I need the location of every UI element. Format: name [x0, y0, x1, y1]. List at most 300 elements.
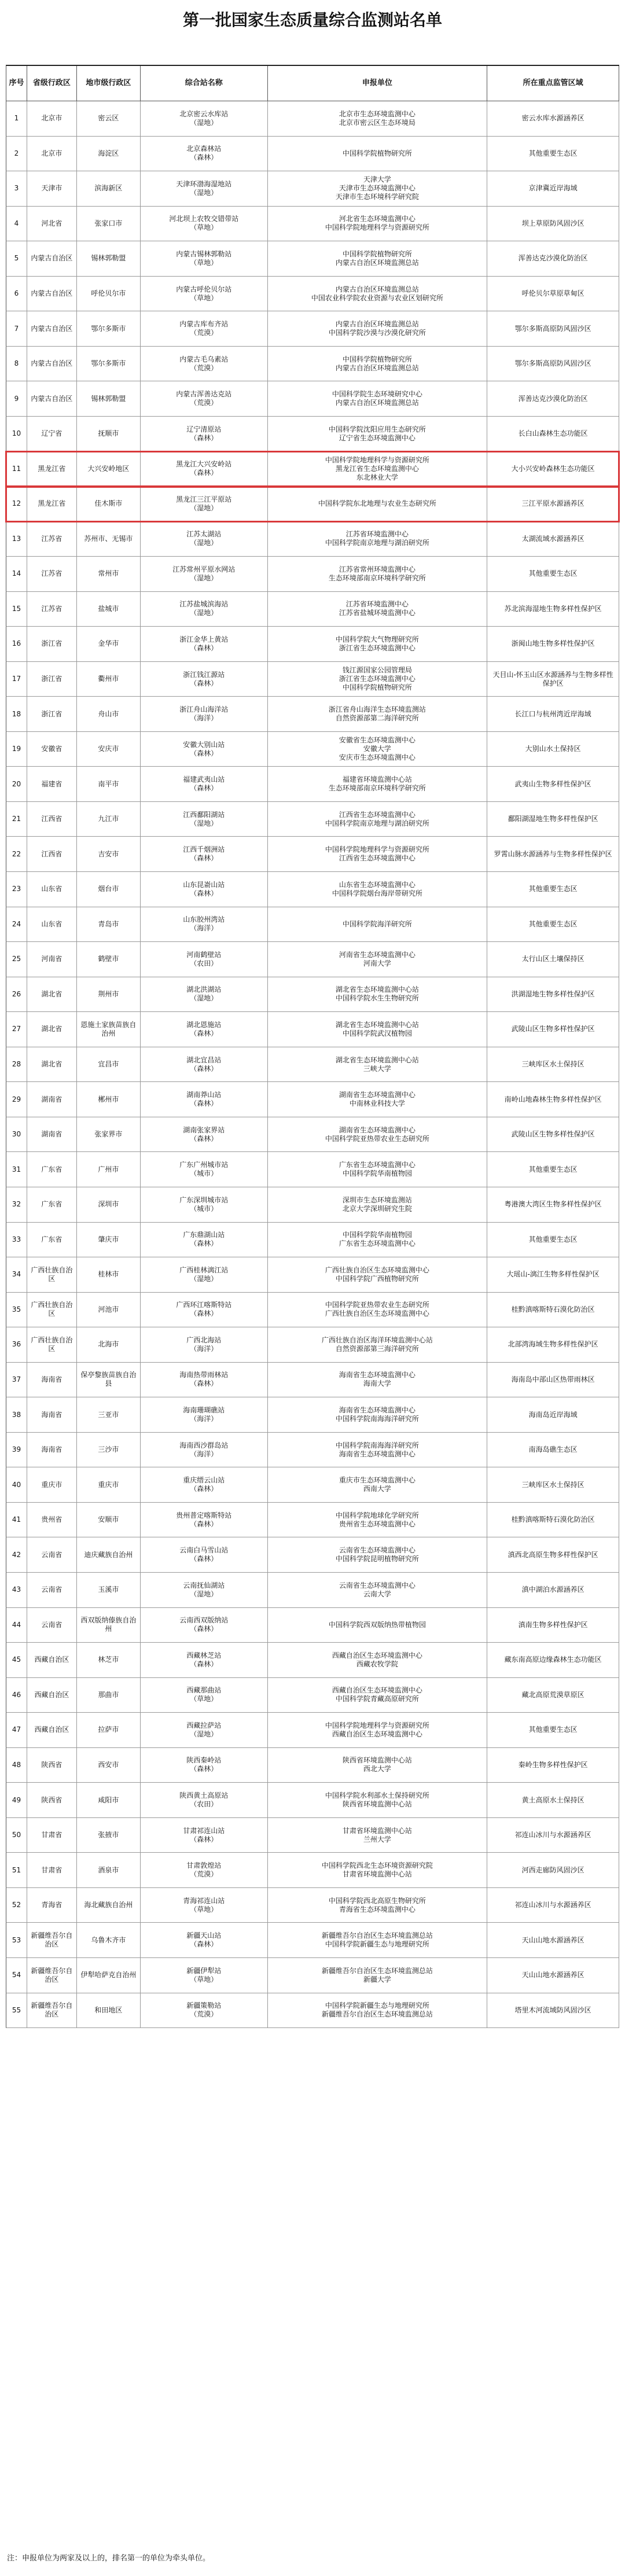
row-station: 海南珊瑚礁站 （海洋） [141, 1397, 268, 1432]
row-number: 34 [6, 1257, 27, 1292]
row-province: 福建省 [27, 767, 77, 801]
row-number: 2 [6, 137, 27, 171]
row-number: 54 [6, 1958, 27, 1993]
row-province: 广西壮族自治区 [27, 1327, 77, 1362]
row-region: 浑善达克沙漠化防治区 [487, 241, 619, 276]
row-number: 41 [6, 1503, 27, 1537]
row-applicant: 福建省环境监测中心站 生态环境部南京环境科学研究所 [268, 767, 488, 801]
row-number: 24 [6, 907, 27, 942]
row-city: 海北藏族自治州 [77, 1888, 141, 1923]
row-region: 藏东南高原边缘森林生态功能区 [487, 1643, 619, 1677]
table-row [6, 872, 619, 907]
row-station: 陕西黄土高原站 （农田） [141, 1783, 268, 1817]
row-applicant: 中国科学院西北生态环境资源研究院 甘肃省环境监测中心站 [268, 1853, 488, 1887]
row-applicant: 江西省生态环境监测中心 中国科学院南京地理与湖泊研究所 [268, 802, 488, 837]
table-row [6, 451, 619, 487]
row-station: 甘肃敦煌站 （荒漠） [141, 1853, 268, 1887]
row-region: 长江口与杭州湾近岸海域 [487, 697, 619, 731]
row-applicant: 湖北省生态环境监测中心站 中国科学院武汉植物园 [268, 1012, 488, 1047]
row-province: 山东省 [27, 907, 77, 942]
row-region: 其他重要生态区 [487, 1713, 619, 1747]
table-row [6, 1503, 619, 1538]
row-number: 29 [6, 1082, 27, 1117]
row-region: 密云水库水源涵养区 [487, 101, 619, 136]
row-city: 九江市 [77, 802, 141, 837]
row-city: 桂林市 [77, 1257, 141, 1292]
row-applicant: 甘肃省环境监测中心站 兰州大学 [268, 1818, 488, 1853]
row-city: 恩施土家族苗族自治州 [77, 1012, 141, 1047]
table-row [6, 171, 619, 207]
row-station: 内蒙古锡林郭勒站 （草地） [141, 241, 268, 276]
row-number: 45 [6, 1643, 27, 1677]
row-applicant: 中国科学院地理科学与资源研究所 西藏自治区生态环境监测中心 [268, 1713, 488, 1747]
row-number: 7 [6, 311, 27, 346]
row-applicant: 湖南省生态环境监测中心 中国科学院亚热带农业生态研究所 [268, 1117, 488, 1152]
row-station: 重庆缙云山站 （森林） [141, 1467, 268, 1502]
row-region: 三江平原水源涵养区 [487, 487, 619, 521]
row-province: 内蒙古自治区 [27, 241, 77, 276]
row-region: 其他重要生态区 [487, 1152, 619, 1187]
row-province: 甘肃省 [27, 1818, 77, 1853]
row-station: 江苏常州平原水网站 （湿地） [141, 557, 268, 591]
row-province: 山东省 [27, 872, 77, 907]
row-number: 42 [6, 1537, 27, 1572]
row-station: 黑龙江大兴安岭站 （森林） [141, 451, 268, 486]
row-region: 其他重要生态区 [487, 557, 619, 591]
row-station: 辽宁清原站 （森林） [141, 417, 268, 451]
row-city: 常州市 [77, 557, 141, 591]
table-row [6, 1363, 619, 1398]
table-row [6, 1117, 619, 1153]
row-region: 鄂尔多斯高原防风固沙区 [487, 347, 619, 381]
row-city: 呼伦贝尔市 [77, 277, 141, 311]
table-row [6, 101, 619, 137]
row-region: 呼伦贝尔草原草甸区 [487, 277, 619, 311]
row-region: 北部湾海域生物多样性保护区 [487, 1327, 619, 1362]
row-station: 西藏林芝站 （森林） [141, 1643, 268, 1677]
row-province: 广东省 [27, 1187, 77, 1222]
row-region: 苏北滨海湿地生物多样性保护区 [487, 592, 619, 627]
row-applicant: 新疆维吾尔自治区生态环境监测总站 新疆大学 [268, 1958, 488, 1993]
row-province: 内蒙古自治区 [27, 381, 77, 416]
row-city: 烟台市 [77, 872, 141, 907]
row-station: 河北坝上农牧交错带站 （草地） [141, 207, 268, 241]
row-province: 湖北省 [27, 1012, 77, 1047]
row-region: 祁连山冰川与水源涵养区 [487, 1818, 619, 1853]
row-province: 江苏省 [27, 557, 77, 591]
row-city: 青岛市 [77, 907, 141, 942]
row-city: 伊犁哈萨克自治州 [77, 1958, 141, 1993]
row-station: 新疆天山站 （森林） [141, 1923, 268, 1957]
row-number: 52 [6, 1888, 27, 1923]
row-applicant: 新疆维吾尔自治区生态环境监测总站 中国科学院新疆生态与地理研究所 [268, 1923, 488, 1957]
table-row [6, 1047, 619, 1083]
row-region: 其他重要生态区 [487, 137, 619, 171]
row-city: 鄂尔多斯市 [77, 311, 141, 346]
table-row [6, 1187, 619, 1223]
row-number: 1 [6, 101, 27, 136]
row-number: 20 [6, 767, 27, 801]
table-row [6, 311, 619, 347]
table-row [6, 381, 619, 417]
row-station: 浙江金华上黄站 （森林） [141, 627, 268, 661]
row-station: 陕西秦岭站 （森林） [141, 1748, 268, 1783]
row-region: 藏北高原荒漠草原区 [487, 1678, 619, 1713]
row-applicant: 浙江省舟山海洋生态环境监测站 自然资源部第二海洋研究所 [268, 697, 488, 731]
row-province: 海南省 [27, 1363, 77, 1397]
table-row [6, 1853, 619, 1888]
table-row [6, 1608, 619, 1643]
row-number: 19 [6, 732, 27, 767]
row-applicant: 中国科学院亚热带农业生态研究所 广西壮族自治区生态环境监测中心 [268, 1293, 488, 1327]
table-row [6, 1467, 619, 1503]
row-region: 滇中湖泊水源涵养区 [487, 1573, 619, 1607]
row-province: 浙江省 [27, 662, 77, 697]
table-row [6, 1678, 619, 1713]
row-city: 舟山市 [77, 697, 141, 731]
row-city: 抚顺市 [77, 417, 141, 451]
header-region: 所在重点监管区域 [487, 66, 619, 101]
table-row [6, 1748, 619, 1783]
row-city: 苏州市、无锡市 [77, 522, 141, 557]
row-province: 河南省 [27, 942, 77, 977]
header-station: 综合站名称 [141, 66, 268, 101]
row-province: 广西壮族自治区 [27, 1293, 77, 1327]
row-number: 11 [6, 451, 27, 486]
row-station: 江苏盐城滨海站 （湿地） [141, 592, 268, 627]
row-city: 保亭黎族苗族自治县 [77, 1363, 141, 1397]
row-applicant: 内蒙古自治区环境监测总站 中国农业科学院农业资源与农业区划研究所 [268, 277, 488, 311]
row-station: 西藏拉萨站 （湿地） [141, 1713, 268, 1747]
row-station: 广东深圳城市站 （城市） [141, 1187, 268, 1222]
footnote: 注：申报单位为两家及以上的，排名第一的单位为牵头单位。 [7, 2554, 211, 2563]
row-number: 15 [6, 592, 27, 627]
row-region: 其他重要生态区 [487, 1223, 619, 1257]
row-applicant: 海南省生态环境监测中心 中国科学院南海海洋研究所 [268, 1397, 488, 1432]
row-applicant: 中国科学院地球化学研究所 贵州省生态环境监测中心 [268, 1503, 488, 1537]
row-station: 山东胶州湾站 （海洋） [141, 907, 268, 942]
row-applicant: 中国科学院西双版纳热带植物园 [268, 1608, 488, 1643]
table-row [6, 1397, 619, 1433]
table-row [6, 207, 619, 242]
row-region: 三峡库区水土保持区 [487, 1467, 619, 1502]
row-applicant: 西藏自治区生态环境监测中心 西藏农牧学院 [268, 1643, 488, 1677]
row-city: 河池市 [77, 1293, 141, 1327]
row-station: 湖北恩施站 （森林） [141, 1012, 268, 1047]
row-region: 滇西北高原生物多样性保护区 [487, 1537, 619, 1572]
row-number: 21 [6, 802, 27, 837]
row-province: 湖南省 [27, 1117, 77, 1152]
table-row [6, 1082, 619, 1117]
row-region: 南岭山地森林生物多样性保护区 [487, 1082, 619, 1117]
row-city: 锡林郭勒盟 [77, 241, 141, 276]
row-city: 大兴安岭地区 [77, 451, 141, 486]
row-region: 桂黔滇喀斯特石漠化防治区 [487, 1503, 619, 1537]
row-number: 18 [6, 697, 27, 731]
row-number: 5 [6, 241, 27, 276]
row-province: 辽宁省 [27, 417, 77, 451]
row-applicant: 北京市生态环境监测中心 北京市密云区生态环境局 [268, 101, 488, 136]
row-city: 重庆市 [77, 1467, 141, 1502]
row-number: 22 [6, 837, 27, 871]
table-row [6, 1783, 619, 1818]
row-province: 广东省 [27, 1152, 77, 1187]
station-table [6, 65, 619, 2028]
row-province: 青海省 [27, 1888, 77, 1923]
table-row [6, 1573, 619, 1608]
row-region: 浑善达克沙漠化防治区 [487, 381, 619, 416]
row-city: 玉溪市 [77, 1573, 141, 1607]
row-applicant: 中国科学院东北地理与农业生态研究所 [268, 487, 488, 521]
table-row [6, 1327, 619, 1363]
row-region: 武陵山区生物多样性保护区 [487, 1012, 619, 1047]
row-applicant: 西藏自治区生态环境监测中心 中国科学院青藏高原研究所 [268, 1678, 488, 1713]
row-city: 宜昌市 [77, 1047, 141, 1082]
row-applicant: 深圳市生态环境监测站 北京大学深圳研究生院 [268, 1187, 488, 1222]
row-province: 湖南省 [27, 1082, 77, 1117]
row-station: 湖北洪湖站 （湿地） [141, 977, 268, 1012]
row-region: 塔里木河流域防风固沙区 [487, 1993, 619, 2028]
row-station: 湖北宜昌站 （森林） [141, 1047, 268, 1082]
row-station: 北京密云水库站 （湿地） [141, 101, 268, 136]
row-region: 浙闽山地生物多样性保护区 [487, 627, 619, 661]
row-province: 广西壮族自治区 [27, 1257, 77, 1292]
row-city: 肇庆市 [77, 1223, 141, 1257]
row-applicant: 内蒙古自治区环境监测总站 中国科学院沙漠与沙漠化研究所 [268, 311, 488, 346]
row-number: 35 [6, 1293, 27, 1327]
row-province: 云南省 [27, 1573, 77, 1607]
row-number: 36 [6, 1327, 27, 1362]
row-number: 32 [6, 1187, 27, 1222]
row-station: 贵州普定喀斯特站 （森林） [141, 1503, 268, 1537]
table-row [6, 1993, 619, 2029]
row-province: 江西省 [27, 837, 77, 871]
row-applicant: 广东省生态环境监测中心 中国科学院华南植物园 [268, 1152, 488, 1187]
row-station: 西藏那曲站 （草地） [141, 1678, 268, 1713]
row-city: 三亚市 [77, 1397, 141, 1432]
row-province: 内蒙古自治区 [27, 277, 77, 311]
table-row [6, 1923, 619, 1958]
row-station: 江西千烟洲站 （森林） [141, 837, 268, 871]
table-row [6, 417, 619, 452]
table-row [6, 1888, 619, 1923]
table-row [6, 977, 619, 1013]
row-number: 37 [6, 1363, 27, 1397]
row-number: 46 [6, 1678, 27, 1713]
row-city: 那曲市 [77, 1678, 141, 1713]
row-city: 荆州市 [77, 977, 141, 1012]
row-station: 新疆策勒站 （荒漠） [141, 1993, 268, 2028]
row-region: 鄂尔多斯高原防风固沙区 [487, 311, 619, 346]
row-province: 天津市 [27, 171, 77, 206]
table-row [6, 1223, 619, 1258]
row-city: 北海市 [77, 1327, 141, 1362]
row-number: 25 [6, 942, 27, 977]
row-applicant: 中国科学院水利部水土保持研究所 陕西省环境监测中心站 [268, 1783, 488, 1817]
row-applicant: 湖北省生态环境监测中心站 中国科学院水生生物研究所 [268, 977, 488, 1012]
row-number: 27 [6, 1012, 27, 1047]
row-applicant: 广西壮族自治区生态环境监测中心 中国科学院广西植物研究所 [268, 1257, 488, 1292]
row-province: 江苏省 [27, 592, 77, 627]
row-station: 云南抚仙湖站 （湿地） [141, 1573, 268, 1607]
row-number: 53 [6, 1923, 27, 1957]
row-station: 北京森林站 （森林） [141, 137, 268, 171]
table-row [6, 767, 619, 802]
row-station: 黑龙江三江平原站 （湿地） [141, 487, 268, 521]
row-city: 拉萨市 [77, 1713, 141, 1747]
row-city: 林芝市 [77, 1643, 141, 1677]
row-applicant: 重庆市生态环境监测中心 西南大学 [268, 1467, 488, 1502]
table-row [6, 592, 619, 627]
row-province: 海南省 [27, 1397, 77, 1432]
row-number: 39 [6, 1433, 27, 1467]
row-applicant: 中国科学院海洋研究所 [268, 907, 488, 942]
row-applicant: 湖北省生态环境监测中心站 三峡大学 [268, 1047, 488, 1082]
table-row [6, 697, 619, 732]
row-station: 海南西沙群岛站 （海洋） [141, 1433, 268, 1467]
row-region: 海南岛近岸海域 [487, 1397, 619, 1432]
row-applicant: 安徽省生态环境监测中心 安徽大学 安庆市生态环境监测中心 [268, 732, 488, 767]
row-applicant: 云南省生态环境监测中心 云南大学 [268, 1573, 488, 1607]
row-applicant: 中国科学院植物研究所 [268, 137, 488, 171]
row-city: 咸阳市 [77, 1783, 141, 1817]
row-station: 内蒙古毛乌素站 （荒漠） [141, 347, 268, 381]
row-number: 4 [6, 207, 27, 241]
row-city: 乌鲁木齐市 [77, 1923, 141, 1957]
row-region: 桂黔滇喀斯特石漠化防治区 [487, 1293, 619, 1327]
row-region: 天山山地水源涵养区 [487, 1923, 619, 1957]
row-province: 江西省 [27, 802, 77, 837]
row-city: 张掖市 [77, 1818, 141, 1853]
row-city: 滨海新区 [77, 171, 141, 206]
row-region: 河西走廊防风固沙区 [487, 1853, 619, 1887]
row-station: 内蒙古呼伦贝尔站 （草地） [141, 277, 268, 311]
row-number: 49 [6, 1783, 27, 1817]
row-province: 内蒙古自治区 [27, 311, 77, 346]
row-applicant: 江苏省常州环境监测中心 生态环境部南京环境科学研究所 [268, 557, 488, 591]
row-applicant: 中国科学院南海海洋研究所 海南省生态环境监测中心 [268, 1433, 488, 1467]
table-row [6, 137, 619, 172]
table-header [6, 65, 619, 101]
row-region: 鄱阳湖湿地生物多样性保护区 [487, 802, 619, 837]
row-city: 南平市 [77, 767, 141, 801]
row-number: 13 [6, 522, 27, 557]
row-region: 罗霄山脉水源涵养与生物多样性保护区 [487, 837, 619, 871]
table-row [6, 802, 619, 837]
row-region: 洪湖湿地生物多样性保护区 [487, 977, 619, 1012]
row-applicant: 中国科学院地理科学与资源研究所 江西省生态环境监测中心 [268, 837, 488, 871]
row-applicant: 中国科学院沈阳应用生态研究所 辽宁省生态环境监测中心 [268, 417, 488, 451]
row-city: 西双版纳傣族自治州 [77, 1608, 141, 1643]
row-province: 云南省 [27, 1537, 77, 1572]
row-station: 福建武夷山站 （森林） [141, 767, 268, 801]
row-region: 大瑶山-漓江生物多样性保护区 [487, 1257, 619, 1292]
page-title: 第一批国家生态质量综合监测站名单 [182, 10, 442, 30]
row-applicant: 中国科学院大气物理研究所 浙江省生态环境监测中心 [268, 627, 488, 661]
row-province: 新疆维吾尔自治区 [27, 1958, 77, 1993]
table-row [6, 487, 619, 522]
row-station: 内蒙古库布齐站 （荒漠） [141, 311, 268, 346]
table-row [6, 1818, 619, 1853]
row-region: 太湖流域水源涵养区 [487, 522, 619, 557]
row-region: 坝上草原防风固沙区 [487, 207, 619, 241]
row-number: 17 [6, 662, 27, 697]
row-station: 海南热带雨林站 （森林） [141, 1363, 268, 1397]
row-province: 湖北省 [27, 977, 77, 1012]
header-no: 序号 [6, 66, 27, 101]
row-number: 16 [6, 627, 27, 661]
row-applicant: 中国科学院地理科学与资源研究所 黑龙江省生态环境监测中心 东北林业大学 [268, 451, 488, 486]
row-province: 北京市 [27, 137, 77, 171]
row-station: 广西北海站 （海洋） [141, 1327, 268, 1362]
row-number: 43 [6, 1573, 27, 1607]
row-applicant: 中国科学院华南植物园 广东省生态环境监测中心 [268, 1223, 488, 1257]
row-station: 安徽大别山站 （森林） [141, 732, 268, 767]
row-applicant: 钱江源国家公园管理局 浙江省生态环境监测中心 中国科学院植物研究所 [268, 662, 488, 697]
row-region: 三峡库区水土保持区 [487, 1047, 619, 1082]
table-row [6, 942, 619, 977]
row-number: 9 [6, 381, 27, 416]
row-station: 江西鄱阳湖站 （湿地） [141, 802, 268, 837]
row-province: 安徽省 [27, 732, 77, 767]
row-station: 江苏太湖站 （湿地） [141, 522, 268, 557]
row-city: 密云区 [77, 101, 141, 136]
table-row [6, 1713, 619, 1748]
table-row [6, 277, 619, 312]
row-station: 天津环渤海湿地站 （湿地） [141, 171, 268, 206]
row-number: 3 [6, 171, 27, 206]
row-number: 30 [6, 1117, 27, 1152]
row-number: 44 [6, 1608, 27, 1643]
row-city: 深圳市 [77, 1187, 141, 1222]
row-applicant: 河北省生态环境监测中心 中国科学院地理科学与资源研究所 [268, 207, 488, 241]
row-city: 郴州市 [77, 1082, 141, 1117]
row-applicant: 中国科学院生态环境研究中心 内蒙古自治区环境监测总站 [268, 381, 488, 416]
row-number: 55 [6, 1993, 27, 2028]
row-city: 和田地区 [77, 1993, 141, 2028]
row-province: 陕西省 [27, 1783, 77, 1817]
row-station: 内蒙古浑善达克站 （荒漠） [141, 381, 268, 416]
row-city: 迪庆藏族自治州 [77, 1537, 141, 1572]
row-number: 40 [6, 1467, 27, 1502]
table-row [6, 1012, 619, 1047]
row-city: 鄂尔多斯市 [77, 347, 141, 381]
row-applicant: 江苏省环境监测中心 江苏省盐城环境监测中心 [268, 592, 488, 627]
table-row [6, 241, 619, 277]
row-applicant: 中国科学院植物研究所 内蒙古自治区环境监测总站 [268, 241, 488, 276]
row-applicant: 广西壮族自治区海洋环境监测中心站 自然资源部第三海洋研究所 [268, 1327, 488, 1362]
row-region: 京津冀近岸海域 [487, 171, 619, 206]
row-station: 湖南莽山站 （森林） [141, 1082, 268, 1117]
header-applicant: 申报单位 [268, 66, 488, 101]
row-station: 湖南张家界站 （森林） [141, 1117, 268, 1152]
row-number: 14 [6, 557, 27, 591]
row-region: 太行山区土壤保持区 [487, 942, 619, 977]
row-station: 云南白马雪山站 （森林） [141, 1537, 268, 1572]
row-station: 广东广州城市站 （城市） [141, 1152, 268, 1187]
row-region: 南海岛礁生态区 [487, 1433, 619, 1467]
row-station: 浙江钱江源站 （森林） [141, 662, 268, 697]
row-station: 云南西双版纳站 （森林） [141, 1608, 268, 1643]
row-number: 12 [6, 487, 27, 521]
row-city: 安庆市 [77, 732, 141, 767]
row-province: 西藏自治区 [27, 1643, 77, 1677]
table-row [6, 1257, 619, 1293]
row-city: 鹤壁市 [77, 942, 141, 977]
row-region: 武夷山生物多样性保护区 [487, 767, 619, 801]
row-province: 新疆维吾尔自治区 [27, 1993, 77, 2028]
row-province: 浙江省 [27, 627, 77, 661]
